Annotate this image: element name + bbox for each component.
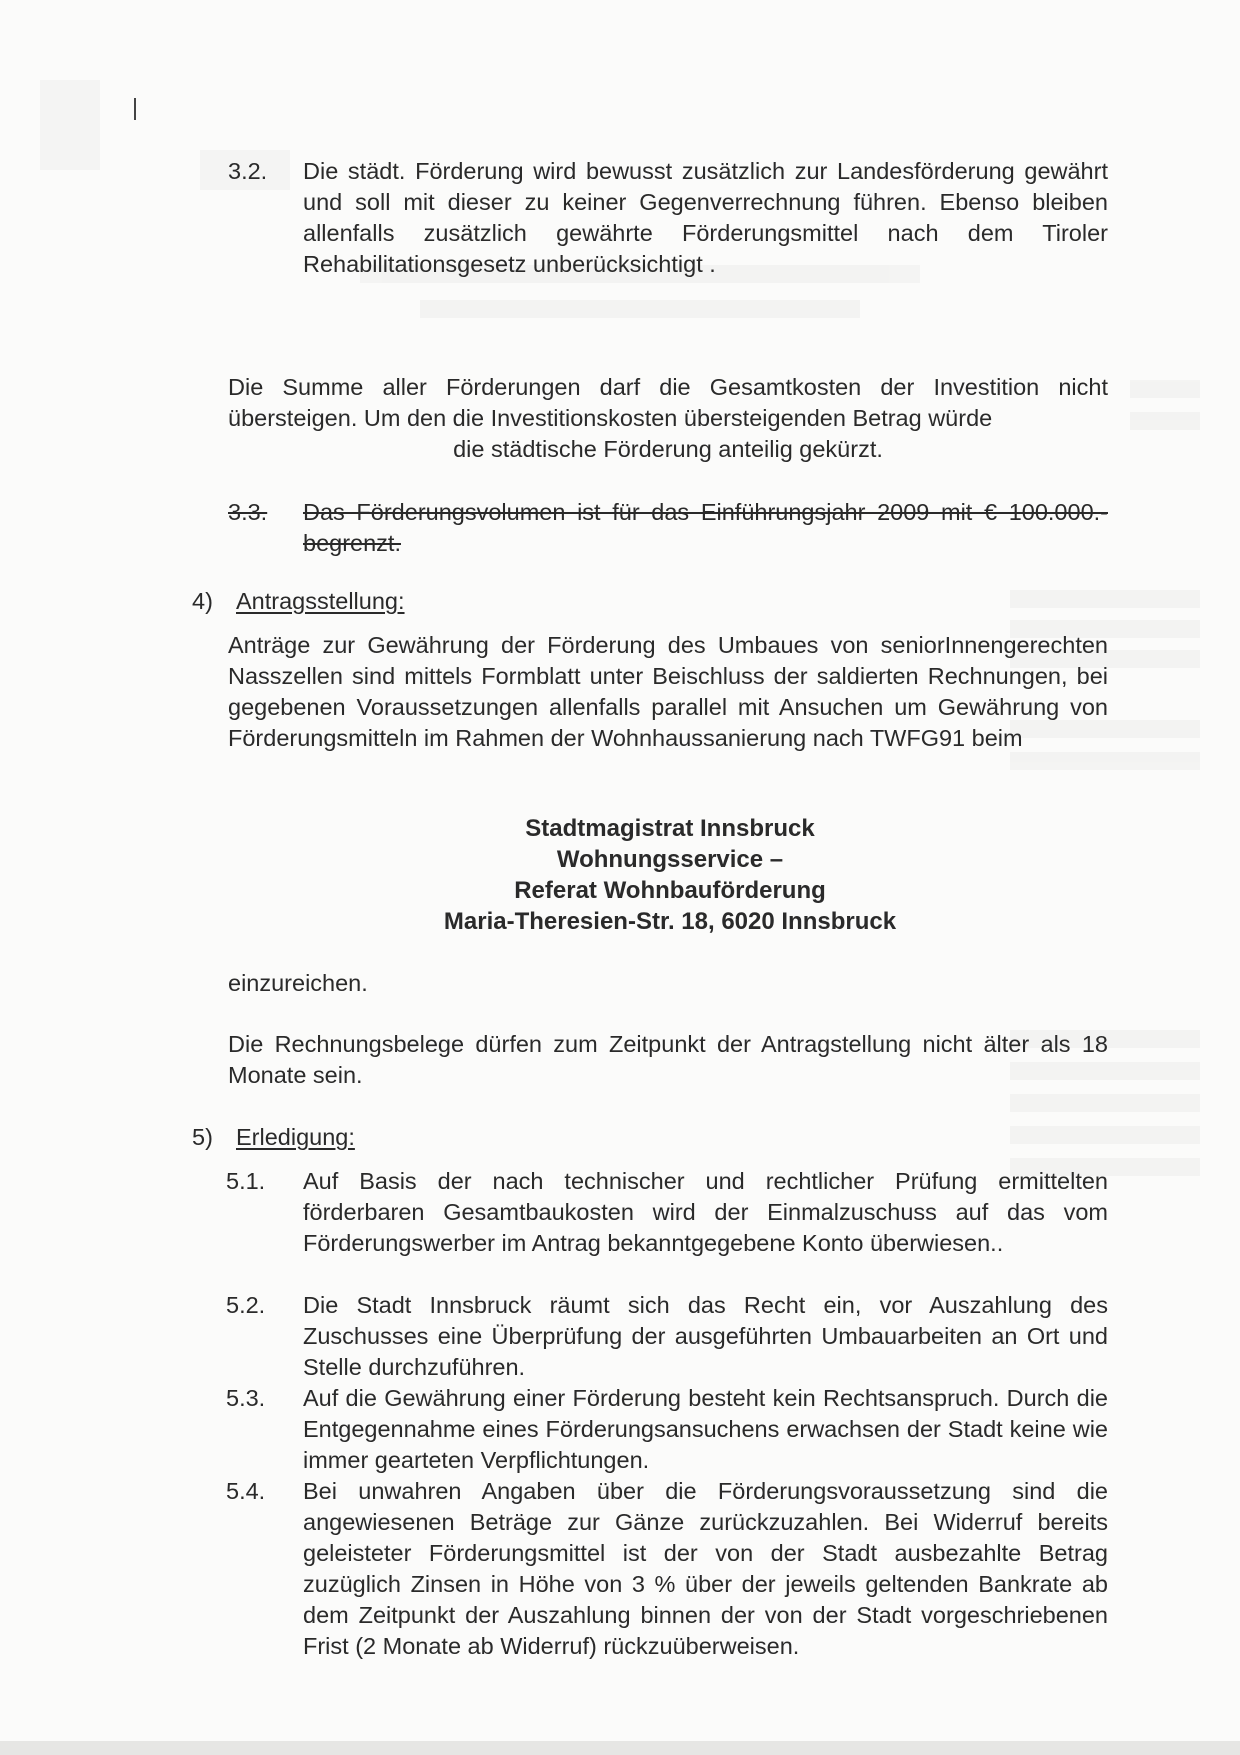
scan-bottom-band [0,1741,1240,1755]
item-5-4-number: 5.4. [226,1478,266,1504]
section-3-3-number: 3.3. [228,499,268,525]
item-5-2-number: 5.2. [226,1292,266,1318]
section-4-text: Anträge zur Gewährung der Förderung des Umbaues von seniorInnengerechten Nasszellen sind mittels Formblatt unter Beischluss der saldierten Rechnungen, bei gegebenen Voraussetzungen allenfalls parallel mit Ansuchen um Gewährung von Förderungsmitteln im Rahmen der Wohnhaussanierung nach TWFG91 beim [228,632,1108,751]
address-line-4: Maria-Theresien-Str. 18, 6020 Innsbruck [443,908,897,935]
address-block [390,813,950,937]
section-5-number: 5) [192,1124,213,1150]
section-3-2-text: Die städt. Förderung wird bewusst zusätzlich zur Landesförderung gewährt und soll mit dieser zu keiner Gegenverrechnung führen. Ebenso bleiben allenfalls zusätzlich gewährte Förderungsmittel nach dem Tiroler Rehabilitationsgesetz unberücksichtigt . [303,158,1108,277]
item-5-2-text: Die Stadt Innsbruck räumt sich das Recht ein, vor Auszahlung des Zuschusses eine Überprüfung der ausgeführten Umbauarbeiten an Ort und Stelle durchzuführen. [303,1292,1108,1380]
einzureichen-text: einzureichen. [228,970,368,996]
address-line-3: Referat Wohnbauförderung [514,877,826,904]
section-5-heading: Erledigung: [236,1124,355,1150]
address-line-2: Wohnungsservice – [556,846,784,873]
section-4-number: 4) [192,588,213,614]
margin-mark [134,98,136,120]
address-line-1: Stadtmagistrat Innsbruck [525,815,815,842]
item-5-1-number: 5.1. [226,1168,266,1194]
summe-paragraph-line2: die städtische Förderung anteilig gekürzt. [453,436,883,462]
item-5-3-text: Auf die Gewährung einer Förderung besteht kein Rechtsanspruch. Durch die Entgegennahme eines Förderungsansuchens erwachsen der Stadt keine wie immer gearteten Verpflichtungen. [303,1385,1108,1473]
rechnungsbelege-text: Die Rechnungsbelege dürfen zum Zeitpunkt der Antragstellung nicht älter als 18 Monate sein. [228,1031,1108,1088]
item-5-4-text: Bei unwahren Angaben über die Förderungsvoraussetzung sind die angewiesenen Beträge zur Gänze zurückzuzahlen. Bei Widerruf bereits geleisteter Förderungsmittel ist der von der Stadt ausbezahlte Betrag zuzüglich Zinsen in Höhe von 3 % über der jeweils geltenden Bankrate ab dem Zeitpunkt der Auszahlung binnen der von der Stadt vorgeschriebenen Frist (2 Monate ab Widerruf) rückzuüberweisen. [303,1478,1108,1659]
section-4-heading: Antragsstellung: [236,588,405,614]
summe-paragraph-line1: Die Summe aller Förderungen darf die Gesamtkosten der Investition nicht übersteigen. Um den die Investitionskosten übersteigenden Betrag würde [228,374,1108,431]
item-5-1-text: Auf Basis der nach technischer und rechtlicher Prüfung ermittelten förderbaren Gesamtbaukosten wird der Einmalzuschuss auf das vom Förderungswerber im Antrag bekanntgegebene Konto überwiesen.. [303,1168,1108,1256]
section-3-2-number: 3.2. [228,158,268,184]
section-3-3-text: Das Förderungsvolumen ist für das Einführungsjahr 2009 mit € 100.000.- begrenzt. [303,499,1108,556]
item-5-3-number: 5.3. [226,1385,266,1411]
